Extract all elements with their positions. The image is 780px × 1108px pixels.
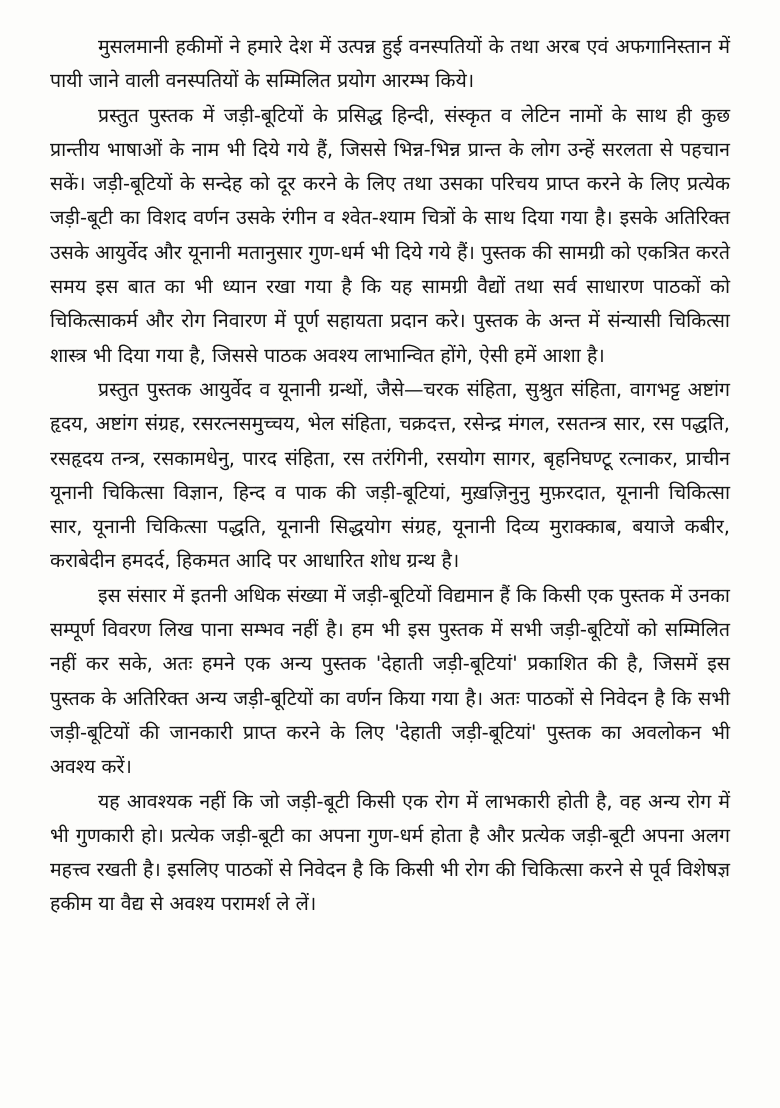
body-text xyxy=(50,30,730,922)
paragraph-5: यह आवश्यक नहीं कि जो जड़ी-बूटी किसी एक रोग में लाभकारी होती है, वह अन्य रोग में भी गुणकारी हो। प्रत्येक जड़ी-बूटी का अपना गुण-धर्म होता है और प्रत्येक जड़ी-बूटी अपना अलग महत्त्व रखती है। इसलिए पाठकों से निवेदन है कि किसी भी रोग की चिकित्सा करने से पूर्व विशेषज्ञ हकीम या वैद्य से अवश्य परामर्श ले लें। xyxy=(50,789,730,916)
paragraph-3: प्रस्तुत पुस्तक आयुर्वेद व यूनानी ग्रन्थों, जैसे—चरक संहिता, सुश्रुत संहिता, वागभट्ट अष्टांग हृदय, अष्टांग संग्रह, रसरत्नसमुच्चय, भेल संहिता, चक्रदत्त, रसेन्द्र मंगल, रसतन्त्र सार, रस पद्धति, रसहृदय तन्त्र, रसकामधेनु, पारद संहिता, रस तरंगिनी, रसयोग सागर, बृहनिघण्टू रत्नाकर, प्राचीन यूनानी चिकित्सा विज्ञान, हिन्द व पाक की जड़ी-बूटियां, मुख़ज़िनुनु मुफ़रदात, यूनानी चिकित्सा सार, यूनानी चिकित्सा पद्धति, यूनानी सिद्धयोग संग्रह, यूनानी दिव्य मुराक्काब, बयाजे कबीर, कराबेदीन हमदर्द, हिकमत आदि पर आधारित शोध ग्रन्थ है। xyxy=(50,377,730,573)
paragraph-4: इस संसार में इतनी अधिक संख्या में जड़ी-बूटियों विद्यमान हैं कि किसी एक पुस्तक में उनका सम्पूर्ण विवरण लिख पाना सम्भव नहीं है। हम भी इस पुस्तक में सभी जड़ी-बूटियों को सम्मिलित नहीं कर सके, अतः हमने एक अन्य पुस्तक 'देहाती जड़ी-बूटियां' प्रकाशित की है, जिसमें इस पुस्तक के अतिरिक्त अन्य जड़ी-बूटियों का वर्णन किया गया है। अतः पाठकों से निवेदन है कि सभी जड़ी-बूटियों की जानकारी प्राप्त करने के लिए 'देहाती जड़ी-बूटियां' पुस्तक का अवलोकन भी अवश्य करें। xyxy=(50,583,730,779)
paragraph-1: मुसलमानी हकीमों ने हमारे देश में उत्पन्न हुई वनस्पतियों के तथा अरब एवं अफगानिस्तान में पायी जाने वाली वनस्पतियों के सम्मिलित प्रयोग आरम्भ किये। xyxy=(50,35,730,93)
paragraph-2: प्रस्तुत पुस्तक में जड़ी-बूटियों के प्रसिद्ध हिन्दी, संस्कृत व लेटिन नामों के साथ ही कुछ प्रान्तीय भाषाओं के नाम भी दिये गये हैं, जिससे भिन्न-भिन्न प्रान्त के लोग उन्हें सरलता से पहचान सकें। जड़ी-बूटियों के सन्देह को दूर करने के लिए तथा उसका परिचय प्राप्त करने के लिए प्रत्येक जड़ी-बूटी का विशद वर्णन उसके रंगीन व श्वेत-श्याम चित्रों के साथ दिया गया है। इसके अतिरिक्त उसके आयुर्वेद और यूनानी मतानुसार गुण-धर्म भी दिये गये हैं। पुस्तक की सामग्री को एकत्रित करते समय इस बात का भी ध्यान रखा गया है कि यह सामग्री वैद्यों तथा सर्व साधारण पाठकों को चिकित्साकर्म और रोग निवारण में पूर्ण सहायता प्रदान करे। पुस्तक के अन्त में संन्यासी चिकित्सा शास्त्र भी दिया गया है, जिससे पाठक अवश्य लाभान्वित होंगे, ऐसी हमें आशा है। xyxy=(50,103,730,367)
